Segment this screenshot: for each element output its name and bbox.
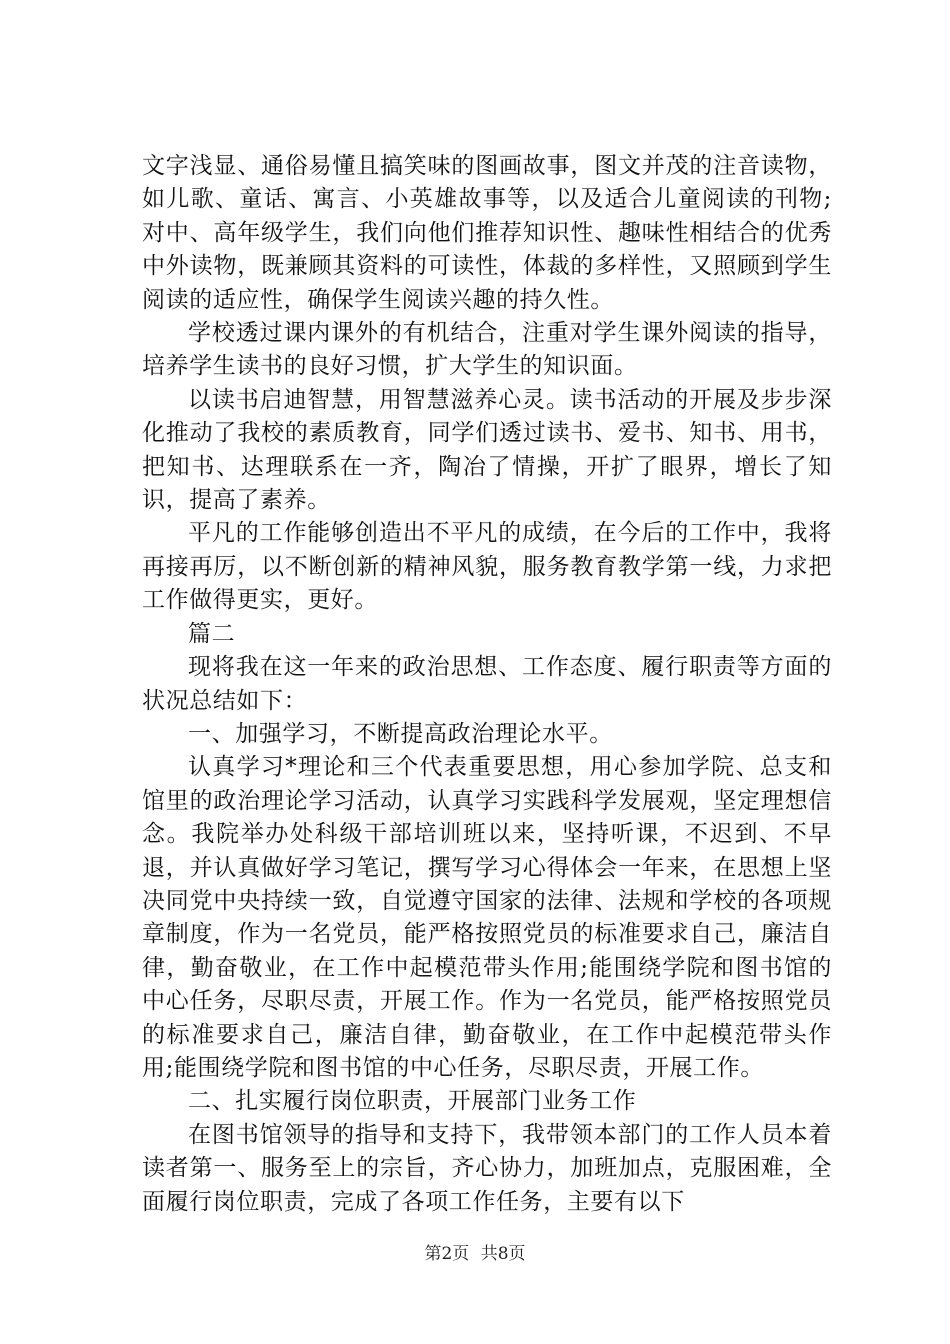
page-footer <box>0 1243 950 1265</box>
page-total: 共8页 <box>480 1244 526 1264</box>
paragraph-3: 以读书启迪智慧，用智慧滋养心灵。读书活动的开展及步步深化推动了我校的素质教育，同学们透过读书、爱书、知书、用书，把知书、达理联系在一齐，陶冶了情操，开扩了眼界，增长了知识，提高了素养。 <box>142 386 832 514</box>
page-number: 第2页 <box>424 1244 470 1264</box>
paragraph-6: 现将我在这一年来的政治思想、工作态度、履行职责等方面的状况总结如下： <box>142 654 832 714</box>
paragraph-8: 认真学习*理论和三个代表重要思想，用心参加学院、总支和馆里的政治理论学习活动，认真学习实践科学发展观，坚定理想信念。我院举办处科级干部培训班以来，坚持听课，不迟到、不早退，并认真做好学习笔记，撰写学习心得体会一年来，在思想上坚决同党中央持续一致，自觉遵守国家的法律、法规和学校的各项规章制度，作为一名党员，能严格按照党员的标准要求自己，廉洁自律，勤奋敬业，在工作中起模范带头作用;能围绕学院和图书馆的中心任务，尽职尽责，开展工作。作为一名党员，能严格按照党员的标准要求自己，廉洁自律，勤奋敬业，在工作中起模范带头作用;能围绕学院和图书馆的中心任务，尽职尽责，开展工作。 <box>142 754 832 1081</box>
paragraph-1: 文字浅显、通俗易懂且搞笑味的图画故事，图文并茂的注音读物，如儿歌、童话、寓言、小英雄故事等，以及适合儿童阅读的刊物;对中、高年级学生，我们向他们推荐知识性、趣味性相结合的优秀中外读物，既兼顾其资料的可读性，体裁的多样性，又照顾到学生阅读的适应性，确保学生阅读兴趣的持久性。 <box>142 153 832 313</box>
subheading-2: 二、扎实履行岗位职责，开展部门业务工作 <box>188 1088 637 1115</box>
subheading-1: 一、加强学习，不断提高政治理论水平。 <box>188 720 613 747</box>
paragraph-10: 在图书馆领导的指导和支持下，我带领本部门的工作人员本着读者第一、服务至上的宗旨，齐心协力，加班加点，克服困难，全面履行岗位职责，完成了各项工作任务，主要有以下 <box>142 1121 832 1215</box>
section-heading-part-two: 篇二 <box>188 620 236 647</box>
paragraph-2: 学校透过课内课外的有机结合，注重对学生课外阅读的指导，培养学生读书的良好习惯，扩大学生的知识面。 <box>142 320 832 380</box>
document-body <box>142 150 832 1219</box>
paragraph-4: 平凡的工作能够创造出不平凡的成绩，在今后的工作中，我将再接再厉，以不断创新的精神风貌，服务教育教学第一线，力求把工作做得更实，更好。 <box>142 520 832 614</box>
